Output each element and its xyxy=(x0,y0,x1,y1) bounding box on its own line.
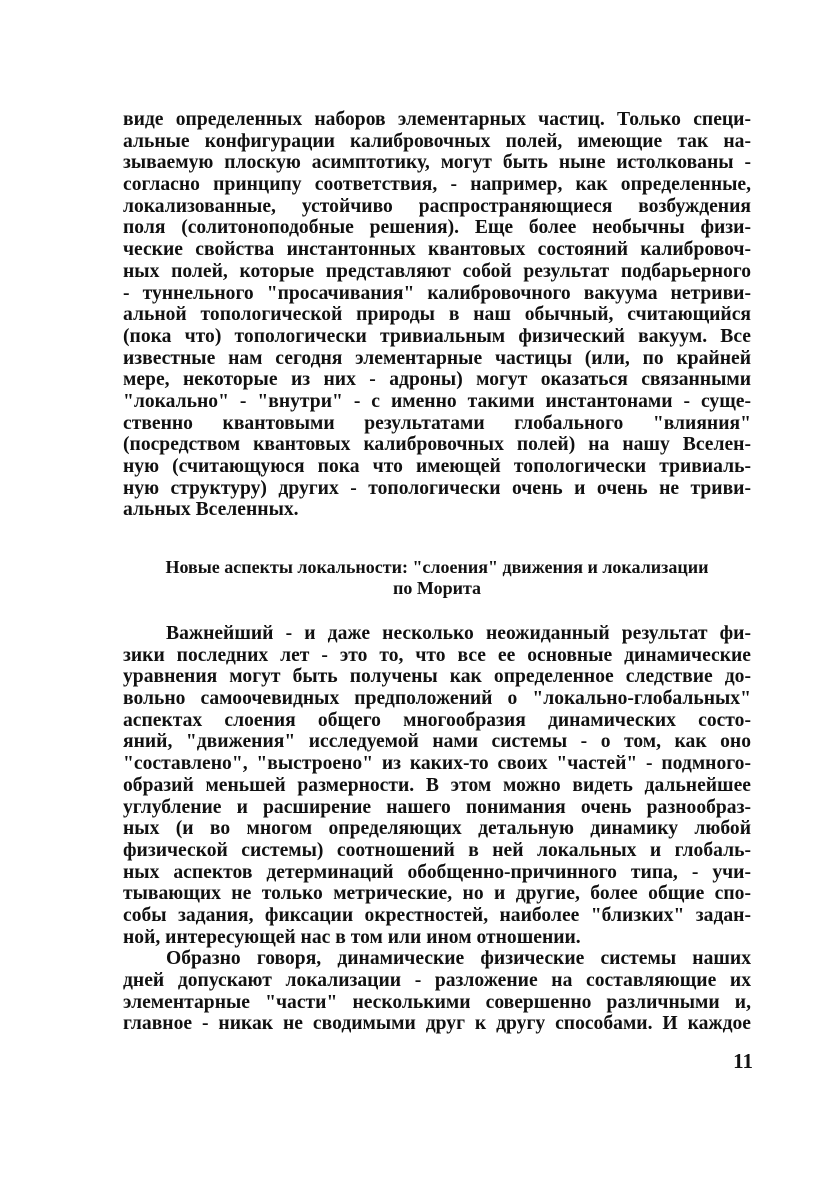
text-line: ственно квантовыми результатами глобального "влияния" xyxy=(123,412,751,434)
text-line: мере, некоторые из них - адроны) могут оказаться связанными xyxy=(123,369,751,391)
text-line: вольно самоочевидных предположений о "локально-глобальных" xyxy=(123,688,751,710)
text-line: - туннельного "просачивания" калибровочного вакуума нетриви- xyxy=(123,282,751,304)
text-line: ную структуру) других - топологически очень и очень не триви- xyxy=(123,477,751,499)
text-line: ческие свойства инстантонных квантовых состояний калибровоч- xyxy=(123,239,751,261)
text-line: образий меньшей размерности. В этом можно видеть дальнейшее xyxy=(123,774,751,796)
text-line: альных Вселенных. xyxy=(123,499,299,521)
text-line: альные конфигурации калибровочных полей, имеющие так на- xyxy=(123,130,751,152)
text-line: поля (солитоноподобные решения). Еще более необычны физи- xyxy=(123,217,751,239)
text-line: локализованные, устойчиво распространяющиеся возбуждения xyxy=(123,195,751,217)
text-line: аспектах слоения общего многообразия динамических состо- xyxy=(123,709,751,731)
text-line: зываемую плоскую асимптотику, могут быть ныне истолкованы - xyxy=(123,152,751,174)
text-line: альной топологической природы в наш обычный, считающийся xyxy=(123,304,751,326)
text-line: физической системы) соотношений в ней локальных и глобаль- xyxy=(123,839,751,861)
text-line: (посредством квантовых калибровочных полей) на нашу Вселен- xyxy=(123,434,751,456)
paragraph-1 xyxy=(123,109,751,521)
text-line: Образно говоря, динамические физические системы наших xyxy=(166,948,751,970)
text-line: ную (считающуюся пока что имеющей топологически тривиаль- xyxy=(123,456,751,477)
text-line: "локально" - "внутри" - с именно такими инстантонами - суще- xyxy=(123,390,751,412)
text-line: углубление и расширение нашего понимания очень разнообраз- xyxy=(123,796,751,818)
text-line: яний, "движения" исследуемой нами системы - о том, как оно xyxy=(123,731,751,753)
heading-line-2: по Морита xyxy=(392,578,482,598)
text-line: дней допускают локализации - разложение на составляющие их xyxy=(123,970,751,991)
text-line: тывающих не только метрические, но и другие, более общие спо- xyxy=(123,883,751,905)
heading-line-1: Новые аспекты локальности: "слоения" движения и локализации xyxy=(165,557,709,577)
text-line: ной, интересующей нас в том или ином отношении. xyxy=(123,926,581,948)
text-line: согласно принципу соответствия, - например, как определенные, xyxy=(123,174,751,196)
text-line: Важнейший - и даже несколько неожиданный результат фи- xyxy=(166,623,751,644)
page-number: 11 xyxy=(733,1049,753,1073)
section-heading xyxy=(123,557,751,599)
text-line: собы задания, фиксации окрестностей, наиболее "близких" задан- xyxy=(123,904,751,926)
text-line: ных (и во многом определяющих детальную динамику любой xyxy=(123,818,751,840)
text-line: уравнения могут быть получены как определенное следствие до- xyxy=(123,666,751,688)
text-line: "составлено", "выстроено" из каких-то своих "частей" - подмного- xyxy=(123,753,751,775)
text-line: известные нам сегодня элементарные частицы (или, по крайней xyxy=(123,347,751,369)
text-line: главное - никак не сводимыми друг к другу способами. И каждое xyxy=(123,1013,751,1035)
text-line: виде определенных наборов элементарных частиц. Только специ- xyxy=(123,109,751,130)
text-line: ных полей, которые представляют собой результат подбарьерного xyxy=(123,260,751,282)
paragraph-2 xyxy=(123,623,751,1035)
text-line: элементарные "части" несколькими совершенно различными и, xyxy=(123,991,751,1013)
text-line: (пока что) топологически тривиальным физический вакуум. Все xyxy=(123,325,751,347)
text-line: зики последних лет - это то, что все ее основные динамические xyxy=(123,644,751,666)
text-line: ных аспектов детерминаций обобщенно-причинного типа, - учи- xyxy=(123,861,751,883)
